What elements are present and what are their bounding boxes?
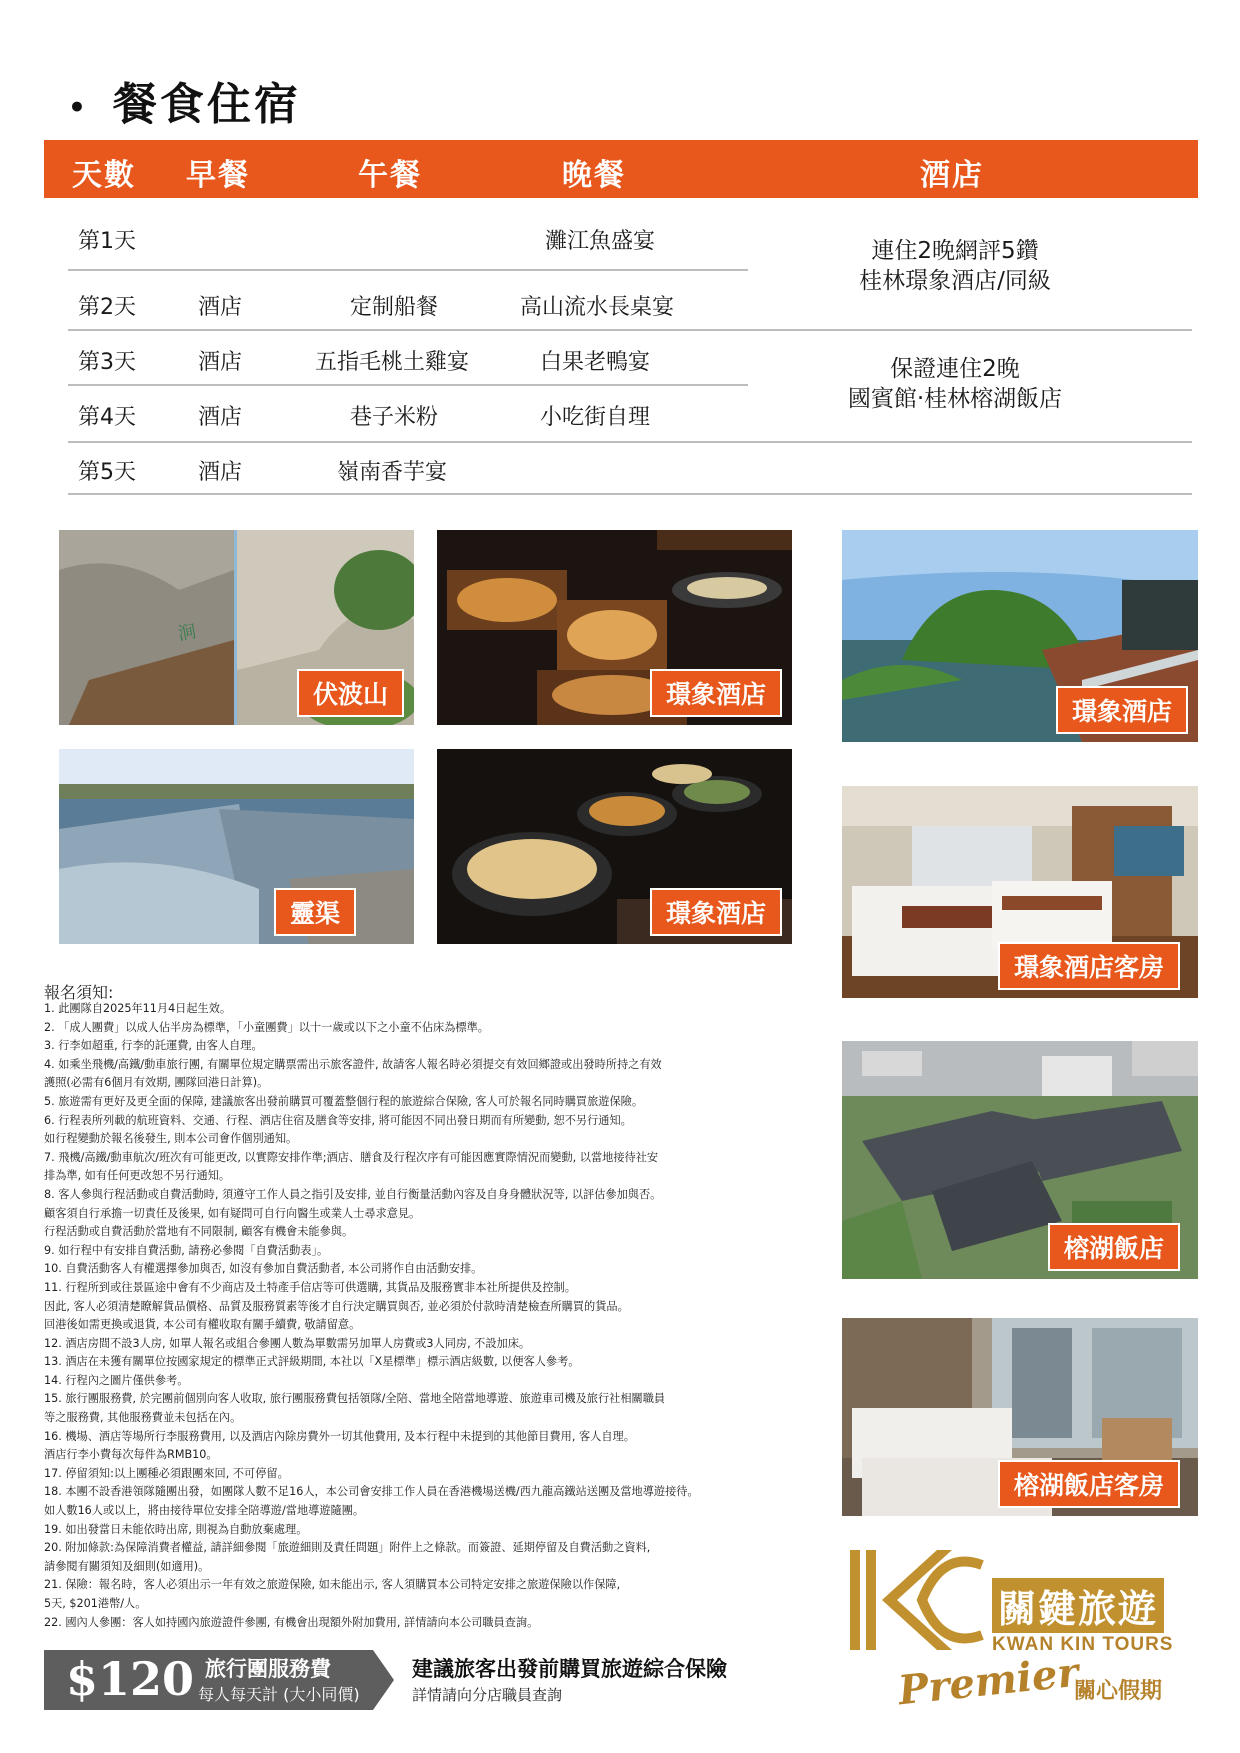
note-line: 回港後如需更換或退貨, 本公司有權收取有關手續費, 敬請留意。 bbox=[44, 1318, 361, 1332]
hotel-1 bbox=[745, 236, 1165, 296]
row5-breakfast: 酒店 bbox=[198, 460, 243, 485]
logo-premier: Premier bbox=[896, 1648, 1081, 1715]
row-divider bbox=[68, 269, 748, 271]
note-line: 行程活動或自費活動於當地有不同限制, 顧客有機會未能參與。 bbox=[44, 1225, 354, 1239]
photo-caption: 璟象酒店 bbox=[650, 888, 782, 936]
insurance-title: 建議旅客出發前購買旅遊綜合保險 bbox=[412, 1656, 727, 1681]
hotel-1-line2: 桂林璟象酒店/同級 bbox=[859, 268, 1051, 294]
photo-hotel-room bbox=[842, 786, 1198, 998]
note-line: 18. 本團不設香港領隊隨團出發，如團隊人數不足16人，本公司會安排工作人員在香港機場送機/西九龍高鐵站送團及當地導遊接待。 bbox=[44, 1485, 699, 1499]
photo-caption: 伏波山 bbox=[297, 669, 404, 717]
header-dinner: 晚餐 bbox=[562, 158, 626, 193]
row3-lunch: 五指毛桃土雞宴 bbox=[315, 350, 470, 375]
row2-day: 第2天 bbox=[78, 295, 136, 320]
service-fee-label: 旅行團服務費 bbox=[205, 1656, 331, 1681]
note-line: 14. 行程內之圖片僅供參考。 bbox=[44, 1373, 189, 1387]
photo-caption: 璟象酒店 bbox=[650, 669, 782, 717]
note-line: 22. 國內人參團：客人如持國內旅遊證件參團, 有機會出現額外附加費用, 詳情請向本公司職員查詢。 bbox=[44, 1615, 539, 1629]
row-divider bbox=[68, 329, 1192, 331]
row3-day: 第3天 bbox=[78, 350, 136, 375]
row2-lunch: 定制船餐 bbox=[350, 295, 439, 320]
meal-table-header bbox=[44, 140, 1198, 198]
notes-title: 報名須知: bbox=[44, 983, 114, 1002]
note-line: 如人數16人或以上，將由接待單位安排全陪導遊/當地導遊隨團。 bbox=[44, 1504, 365, 1518]
svg-text:涧: 涧 bbox=[176, 621, 198, 645]
hotel-2-line2: 國賓館‧桂林榕湖飯店 bbox=[847, 386, 1063, 412]
note-line: 21. 保險：報名時，客人必須出示一年有效之旅遊保險, 如未能出示, 客人須購買本公司特定安排之旅遊保險以作保障, bbox=[44, 1578, 621, 1592]
hotel-2-line1: 保證連住2晚 bbox=[890, 356, 1020, 382]
row-divider bbox=[68, 441, 1192, 443]
header-lunch: 午餐 bbox=[358, 158, 422, 193]
note-line: 6. 行程表所列載的航班資料、交通、行程、酒店住宿及膳食等安排, 將可能因不同出發日期而有所變動, 恕不另行通知。 bbox=[44, 1113, 632, 1127]
row-divider bbox=[68, 384, 748, 386]
note-line: 酒店行李小費每次每件為RMB10。 bbox=[44, 1448, 218, 1462]
note-line: 12. 酒店房間不設3人房, 如單人報名或組合參團人數為單數需另加單人房費或3人同房, 不設加床。 bbox=[44, 1336, 531, 1350]
logo-tagline: 關心假期 bbox=[1074, 1678, 1163, 1704]
photo-caption: 靈渠 bbox=[274, 888, 356, 936]
note-line: 3. 行李如超重, 行李的託運費, 由客人自理。 bbox=[44, 1039, 263, 1053]
section-title-text: 餐食住宿 bbox=[112, 79, 301, 130]
header-day: 天數 bbox=[72, 158, 136, 193]
row3-dinner: 白果老鴨宴 bbox=[540, 350, 651, 375]
row4-day: 第4天 bbox=[78, 405, 136, 430]
note-line: 7. 飛機/高鐵/動車航次/班次有可能更改, 以實際安排作準;酒店、膳食及行程次序有可能因應實際情況而變動, 以當地接待社安 bbox=[44, 1150, 659, 1164]
photo-caption: 璟象酒店 bbox=[1056, 686, 1188, 734]
note-line: 13. 酒店在未獲有關單位按國家規定的標準正式評級期間, 本社以「X星標準」標示酒店級數, 以便客人參考。 bbox=[44, 1355, 580, 1369]
logo-english-name: KWAN KIN TOURS bbox=[992, 1634, 1174, 1655]
service-fee-amount: $120 bbox=[66, 1652, 195, 1706]
row5-day: 第5天 bbox=[78, 460, 136, 485]
note-line: 排為準, 如有任何更改恕不另行通知。 bbox=[44, 1169, 231, 1183]
title-bullet: • bbox=[68, 91, 89, 124]
row2-dinner: 高山流水長桌宴 bbox=[520, 295, 675, 320]
insurance-subtext: 詳情請向分店職員查詢 bbox=[412, 1686, 563, 1704]
photo-buffet-dishes bbox=[437, 749, 792, 944]
note-line: 15. 旅行團服務費, 於完團前個別向客人收取, 旅行團服務費包括領隊/全陪、當地全陪當地導遊、旅遊車司機及旅行社相關職員 bbox=[44, 1392, 666, 1406]
hotel-1-line1: 連住2晚網評5鑽 bbox=[871, 238, 1039, 264]
kk-emblem-icon bbox=[842, 1540, 992, 1660]
row4-dinner: 小吃街自理 bbox=[540, 405, 651, 430]
row5-lunch: 嶺南香芋宴 bbox=[337, 460, 448, 485]
photo-caption: 璟象酒店客房 bbox=[998, 942, 1180, 990]
note-line: 5. 旅遊需有更好及更全面的保障, 建議旅客出發前購買可覆蓋整個行程的旅遊綜合保險, 客人可於報名同時購買旅遊保險。 bbox=[44, 1094, 644, 1108]
photo-ronghu-hotel bbox=[842, 1041, 1198, 1279]
row-divider bbox=[68, 493, 1192, 495]
row1-dinner: 灘江魚盛宴 bbox=[545, 229, 656, 254]
note-line: 護照(必需有6個月有效期, 團隊回港日計算)。 bbox=[44, 1076, 269, 1090]
note-line: 2. 「成人團費」以成人佔半房為標準，「小童團費」以十一歲或以下之小童不佔床為標準。 bbox=[44, 1020, 489, 1034]
service-fee-subtext: 每人每天計 (大小同價) bbox=[198, 1685, 360, 1704]
note-line: 4. 如乘坐飛機/高鐵/動車旅行團, 有關單位規定購票需出示旅客證件, 故請客人報名時必須提交有效回鄉證或出發時所持之有效 bbox=[44, 1057, 662, 1071]
notes-list bbox=[44, 1000, 804, 1632]
row4-breakfast: 酒店 bbox=[198, 405, 243, 430]
note-line: 11. 行程所到或往景區途中會有不少商店及土特產手信店等可供選購, 其貨品及服務實非本社所提供及控制。 bbox=[44, 1280, 576, 1294]
photo-caption: 榕湖飯店 bbox=[1048, 1223, 1180, 1271]
note-line: 5天, $201港幣/人。 bbox=[44, 1597, 147, 1610]
photo-buffet-bread bbox=[437, 530, 792, 725]
note-line: 17. 停留須知:以上團種必須跟團來回, 不可停留。 bbox=[44, 1466, 289, 1480]
note-line: 8. 客人參與行程活動或自費活動時, 須遵守工作人員之指引及安排, 並自行衡量活動內容及自身身體狀況等, 以評估參加與否。 bbox=[44, 1187, 662, 1201]
note-line: 等之服務費, 其他服務費並未包括在內。 bbox=[44, 1411, 242, 1425]
logo-chinese-name: 關鍵旅遊 bbox=[992, 1578, 1164, 1633]
row3-breakfast: 酒店 bbox=[198, 350, 243, 375]
photo-hotel-view bbox=[842, 530, 1198, 742]
photo-fubo-hill bbox=[59, 530, 414, 725]
hotel-2 bbox=[745, 354, 1165, 414]
note-line: 顧客須自行承擔一切責任及後果, 如有疑問可自行向醫生或業人士尋求意見。 bbox=[44, 1206, 421, 1220]
note-line: 16. 機場、酒店等場所行李服務費用, 以及酒店內除房費外一切其他費用, 及本行程中未提到的其他節目費用, 客人自理。 bbox=[44, 1429, 635, 1443]
note-line: 10. 自費活動客人有權選擇參加與否, 如沒有參加自費活動者, 本公司將作自由活動安排。 bbox=[44, 1262, 483, 1276]
photo-ronghu-room bbox=[842, 1318, 1198, 1516]
kwan-kin-tours-logo bbox=[842, 1540, 1198, 1720]
photo-caption: 榕湖飯店客房 bbox=[998, 1460, 1180, 1508]
note-line: 1. 此團隊自2025年11月4日起生效。 bbox=[44, 1002, 232, 1015]
note-line: 9. 如行程中有安排自費活動, 請務必參閱「自費活動表」。 bbox=[44, 1243, 329, 1257]
row2-breakfast: 酒店 bbox=[198, 295, 243, 320]
photo-lingqu bbox=[59, 749, 414, 944]
row4-lunch: 巷子米粉 bbox=[350, 405, 439, 430]
header-breakfast: 早餐 bbox=[186, 158, 250, 193]
note-line: 請參閱有關須知及細則(如適用)。 bbox=[44, 1559, 210, 1573]
note-line: 因此, 客人必須清楚瞭解貨品價格、品質及服務質素等後才自行決定購買與否, 並必須於付款時清楚檢查所購買的貨品。 bbox=[44, 1299, 629, 1313]
note-line: 19. 如出發當日未能依時出席, 則視為自動放棄處理。 bbox=[44, 1522, 308, 1536]
section-title bbox=[68, 68, 301, 132]
note-line: 如行程變動於報名後發生, 則本公司會作個別通知。 bbox=[44, 1132, 298, 1146]
row1-day: 第1天 bbox=[78, 229, 136, 254]
lingqu-image bbox=[59, 749, 414, 944]
header-hotel: 酒店 bbox=[920, 158, 984, 193]
note-line: 20. 附加條款:為保障消費者權益, 請詳細參閱「旅遊細則及責任問題」附件上之條款。而簽證、延期停留及自費活動之資料, bbox=[44, 1541, 651, 1555]
